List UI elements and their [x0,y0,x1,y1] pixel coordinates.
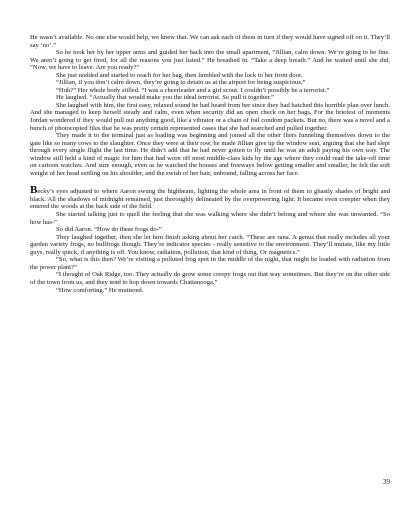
paragraph: They made it to the terminal just as loading was beginning and joined all the other fliers funneling themselves down to the gate like so many cows to the slaughter. Once they were at their row, he made Jillian give up the window seat, arguing that she had slept through every single flight the last time. He didn’t add that he had never gotten to fly until he was an adult paying his own way. The window still held a kind of magic for him that had worn off most middle-class kids by the age where they could read the take-off time on cartoon watches. And sure enough, even as he watched the houses and freeways below getting smaller and smaller, he felt the soft weight of her head settling on his shoulder, and the swish of her hair, unbound, falling across her face. [30,132,390,177]
paragraph: He wasn’t available. No one else would help, we knew that. We can ask each of them in turn if they would have signed off on it. They’ll say ‘no’.” [30,34,390,49]
paragraph: He laughed. “Actually that would make you the ideal terrorist. So pull it together.” [56,94,274,102]
paragraph-text: ecky’s eyes adjusted to where Aaron swung the highbeam, lighting the whole area in front of them to ghastly shades of bright and black. All the shadows of midnight remained, just thoroughly delineated by the overpowering light. It became even creepier when they entered the woods at the back side of the field. [30,188,390,211]
paragraph: “Jillian, if you don’t calm down, they’re going to detain us at the airport for being suspicious.” [56,79,306,87]
paragraph: They laughed together, then she let him finish asking about her catch. “These are rana. A genus that really includes all your garden variety frogs, no bullfrogs though. They’re indicator species - really sensitive to the environment. They’ll mutate, like my little guys, really quick, if anything is off. You know, radiation, pollution, that kind of thing. Or magnetics.” [30,233,390,256]
paragraph: She laughed with him, the first easy, relaxed sound he had heard from her since they had hatched this horrible plan over lunch. And she managed to keep herself steady and calm, even when security did an open check on her bags. For the briefest of moments Jordan wondered if they would pull out anything good, like a vibrator or a chain of foil condom packets. But no, there was a novel and a bunch of photocopied files that he was pretty certain represented cases that she had searched and pulled together. [30,101,390,132]
body-text [30,34,390,294]
paragraph: She started talking just to quell the feeling that she was walking where she didn’t belong and where she was unwanted. “So how has-” [30,211,390,226]
paragraph: So he took her by her upper arms and guided her back into the small apartment, “Jillian, calm down. We’re going to be fine. We aren’t going to get fired, for all the reasons you just listed.” He breathed in. “Take a deep breath.” And he waited until she did, “Now, we have to leave. Are you ready?” [30,49,390,72]
paragraph: “How comforting.” He muttered. [56,286,144,294]
paragraph: “So, what is this then? We’re visiting a polluted frog spot in the middle of the night, that might be loaded with radiation from the power plant?” [30,256,390,271]
paragraph: “I thought of Oak Ridge, too. They actually do grow some creepy frogs out that way sometimes. But they’re on the other side of the town from us, and they tend to hop down towards Chattanooga.” [30,271,390,286]
paragraph: So did Aaron. “How do these frogs do-” [56,226,162,234]
paragraph: “Huh?” Her whole body stilled. “I was a cheerleader and a girl scout. I couldn’t possibly be a terrorist.” [56,86,330,94]
section-opening-paragraph [30,184,390,211]
section-break [30,177,390,187]
page-number: 39 [383,478,390,486]
drop-cap-letter: B [30,184,38,197]
paragraph: She just nodded and started to reach for her bag, then fumbled with the lock to her front door. [56,71,303,79]
